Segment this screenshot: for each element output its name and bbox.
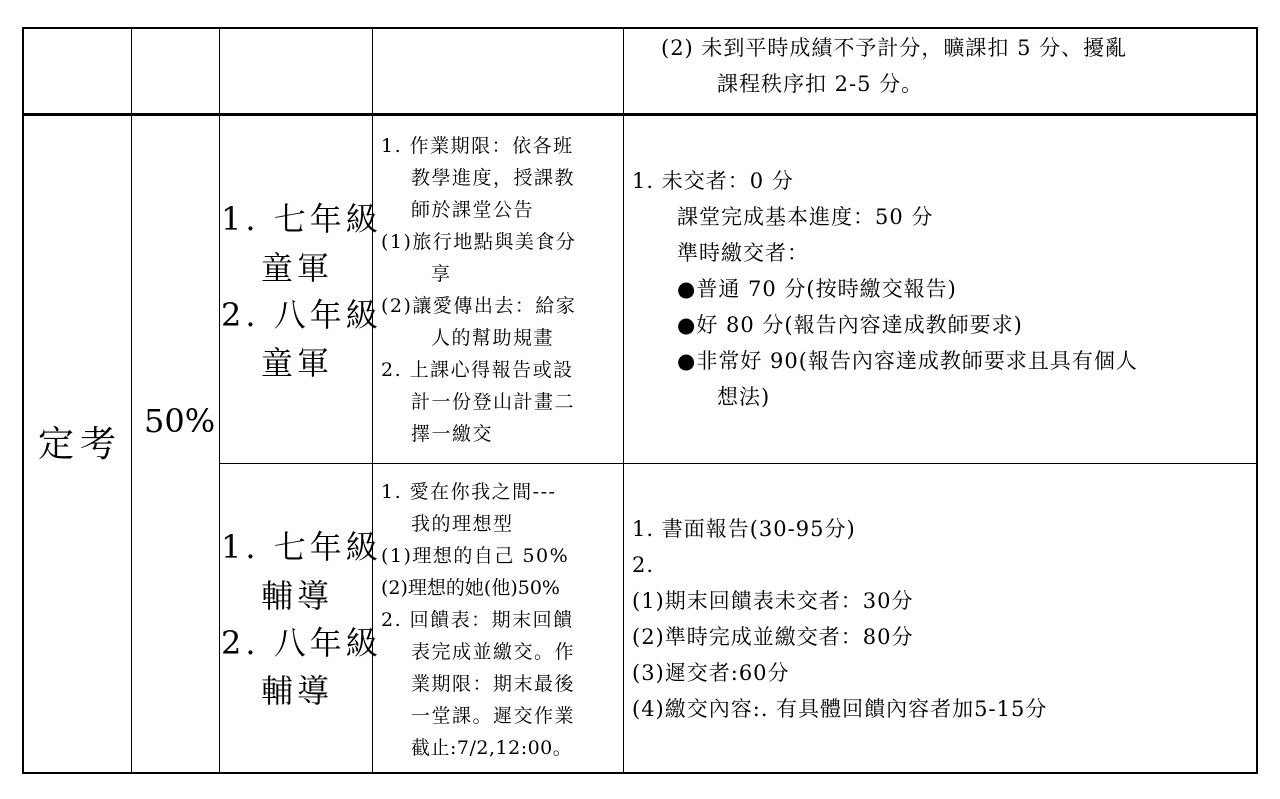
col-border-left [22, 27, 24, 774]
content-line: (1)理想的自己 50% [381, 545, 570, 567]
grade-line: 輔導 [261, 577, 334, 615]
col-border-2 [219, 27, 220, 774]
criteria-line: ●普通 70 分(按時繳交報告) [677, 277, 957, 301]
content-line: 一堂課。遲交作業 [411, 705, 576, 727]
content-line: 人的幫助規畫 [431, 327, 555, 349]
content-line: 截止:7/2,12:00。 [411, 737, 573, 759]
content-line: 業期限：期末最後 [411, 673, 576, 695]
row-divider-2 [220, 463, 1258, 464]
criteria-line: 1. 書面報告(30-95分) [632, 517, 856, 541]
table-bottom-border [22, 772, 1258, 774]
criteria-line: 課堂完成基本進度：50 分 [677, 205, 934, 229]
grade-line: 2. 八年級 [221, 624, 382, 662]
col-border-4 [623, 27, 624, 774]
row-divider-1 [22, 113, 1258, 116]
criteria-line: ●非常好 90(報告內容達成教師要求且具有個人 [677, 349, 1138, 373]
criteria-line: 想法) [717, 385, 771, 409]
attendance-note-line-2: 課程秩序扣 2-5 分。 [717, 72, 924, 96]
content-line: 2. 回饋表：期末回饋 [381, 609, 574, 631]
content-line: 1. 作業期限：依各班 [381, 135, 574, 157]
grade-line: 輔導 [261, 672, 334, 710]
content-line: 我的理想型 [411, 513, 514, 535]
grade-line: 1. 七年級 [221, 200, 382, 238]
col-border-1 [131, 27, 132, 774]
grade-line: 童軍 [261, 344, 334, 382]
col-border-right [1256, 27, 1258, 774]
exam-category-label: 定考 [38, 424, 123, 465]
content-line: 表完成並繳交。作 [411, 641, 576, 663]
criteria-line: (2)準時完成並繳交者：80分 [632, 625, 914, 649]
table-top-border [22, 27, 1258, 29]
content-line: 擇一繳交 [411, 423, 494, 445]
criteria-line: 準時繳交者： [677, 241, 809, 265]
content-line: (2)讓愛傳出去：給家 [381, 295, 577, 317]
exam-weight-value: 50% [144, 402, 216, 440]
criteria-line: (1)期末回饋表未交者：30分 [632, 589, 914, 613]
criteria-line: ●好 80 分(報告內容達成教師要求) [677, 313, 1023, 337]
content-line: (1)旅行地點與美食分 [381, 231, 577, 253]
content-line: 1. 愛在你我之間--- [381, 481, 557, 503]
grade-line: 童軍 [261, 249, 334, 287]
content-line: (2)理想的她(他)50% [381, 577, 560, 599]
criteria-line: 1. 未交者：0 分 [632, 169, 794, 193]
content-line: 享 [431, 263, 452, 285]
attendance-note-line-1: (2) 未到平時成績不予計分，曠課扣 5 分、擾亂 [661, 36, 1128, 60]
content-line: 師於課堂公告 [411, 199, 535, 221]
content-line: 2. 上課心得報告或設 [381, 359, 574, 381]
grade-line: 2. 八年級 [221, 296, 382, 334]
criteria-line: (4)繳交內容:. 有具體回饋內容者加5-15分 [632, 697, 1048, 721]
content-line: 計一份登山計畫二 [411, 391, 576, 413]
grade-line: 1. 七年級 [221, 528, 382, 566]
criteria-line: (3)遲交者:60分 [632, 661, 790, 685]
criteria-line: 2. [632, 553, 655, 577]
content-line: 教學進度，授課教 [411, 167, 576, 189]
